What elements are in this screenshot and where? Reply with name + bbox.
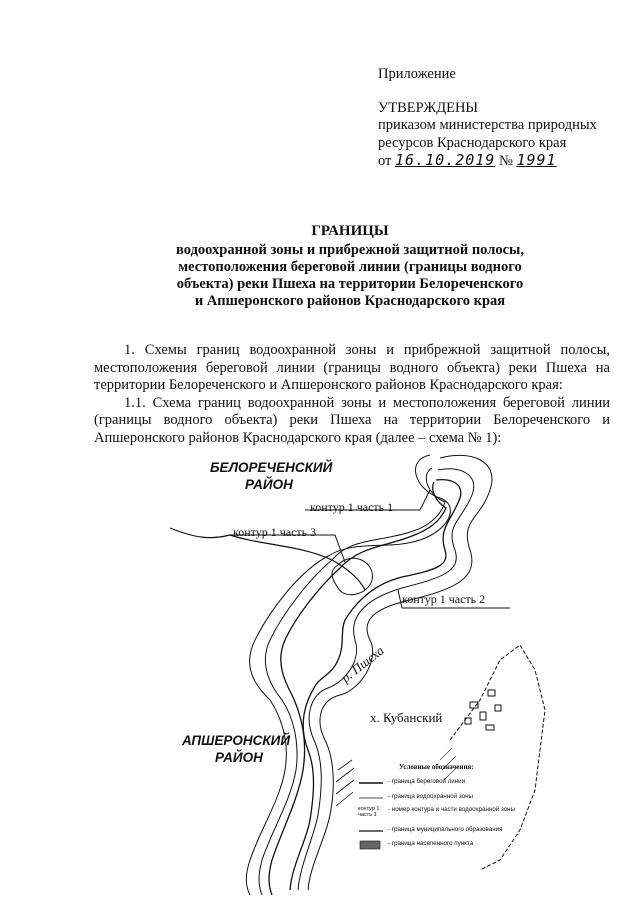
order-number: 1991 (516, 151, 557, 169)
approval-block (378, 66, 597, 171)
legend-row-contour (358, 806, 526, 824)
legend-symbol-contour: контур 1 часть 1 (358, 806, 380, 818)
water-zone-symbol (358, 792, 384, 804)
legend-row-shoreline (358, 777, 526, 789)
title-line-3: местоположения береговой линии (границы водного (178, 259, 522, 275)
legend-text-settlement: - граница населенного пункта (388, 840, 474, 847)
contour-label-part-2: контур 1 часть 2 (402, 592, 486, 606)
legend-row-municipal (358, 825, 526, 837)
title-line-5: и Апшеронского районов Краснодарского края (194, 293, 506, 309)
legend-row-water-zone (358, 792, 526, 804)
title-line-2: водоохранной зоны и прибрежной защитной полосы, (176, 242, 524, 258)
body-text (94, 342, 610, 447)
paragraph-1-1: 1.1. Схема границ водоохранной зоны и местоположения береговой линии (границы водного объекта) реки Пшеха на территории Белореченского и Апшеронского районов Краснодарского края (далее – схема № 1): (94, 394, 610, 446)
settlement-buildings (465, 690, 501, 730)
map-legend (354, 760, 527, 853)
title-line-1: ГРАНИЦЫ (311, 223, 389, 239)
legend-row-settlement (358, 839, 526, 851)
legend-text-contour: - номер контура и части водоохранной зоны (388, 806, 516, 813)
shoreline-symbol (358, 777, 384, 789)
date-prefix: от (378, 153, 392, 169)
contour-label-part-1: контур 1 часть 1 (310, 500, 394, 514)
legend-title: Условные обозначения: (399, 763, 474, 771)
contour-label-part-3: контур 1 часть 3 (233, 525, 317, 539)
legend-text-shoreline: - граница береговой линии (388, 778, 466, 785)
district-label-bottom-2: РАЙОН (215, 750, 263, 765)
number-prefix: № (498, 153, 513, 169)
settlement-label: х. Кубанский (370, 710, 443, 725)
approved-label: УТВЕРЖДЕНЫ (378, 99, 479, 116)
settlement-boundary-symbol (358, 839, 384, 851)
municipal-boundary-symbol (358, 825, 384, 837)
hatched-area (336, 760, 354, 806)
paragraph-1: 1. Схемы границ водоохранной зоны и прибрежной защитной полосы, местоположения береговой линии (границы водного объекта) реки Пшеха на территории Белореченского и Апшеронского районов Краснодарского края: (94, 342, 610, 393)
legend-text-municipal: - граница муниципального образования (388, 826, 503, 833)
order-line-2: ресурсов Краснодарского края (378, 134, 567, 151)
order-date-line (378, 152, 597, 171)
title-line-4: объекта) реки Пшеха на территории Белореченского (176, 276, 524, 292)
appendix-label: Приложение (378, 66, 456, 82)
order-date: 16.10.2019 (395, 151, 496, 169)
river-name-label: р. Пшеха (338, 642, 387, 686)
legend-text-water-zone: - граница водоохранной зоны (388, 793, 473, 800)
order-line-1: приказом министерства природных (378, 117, 597, 133)
document-title (150, 223, 550, 310)
district-label-top-2: РАЙОН (245, 477, 293, 492)
district-label-bottom-1: АПШЕРОНСКИЙ (182, 733, 291, 748)
district-label-top-1: БЕЛОРЕЧЕНСКИЙ (210, 460, 333, 475)
